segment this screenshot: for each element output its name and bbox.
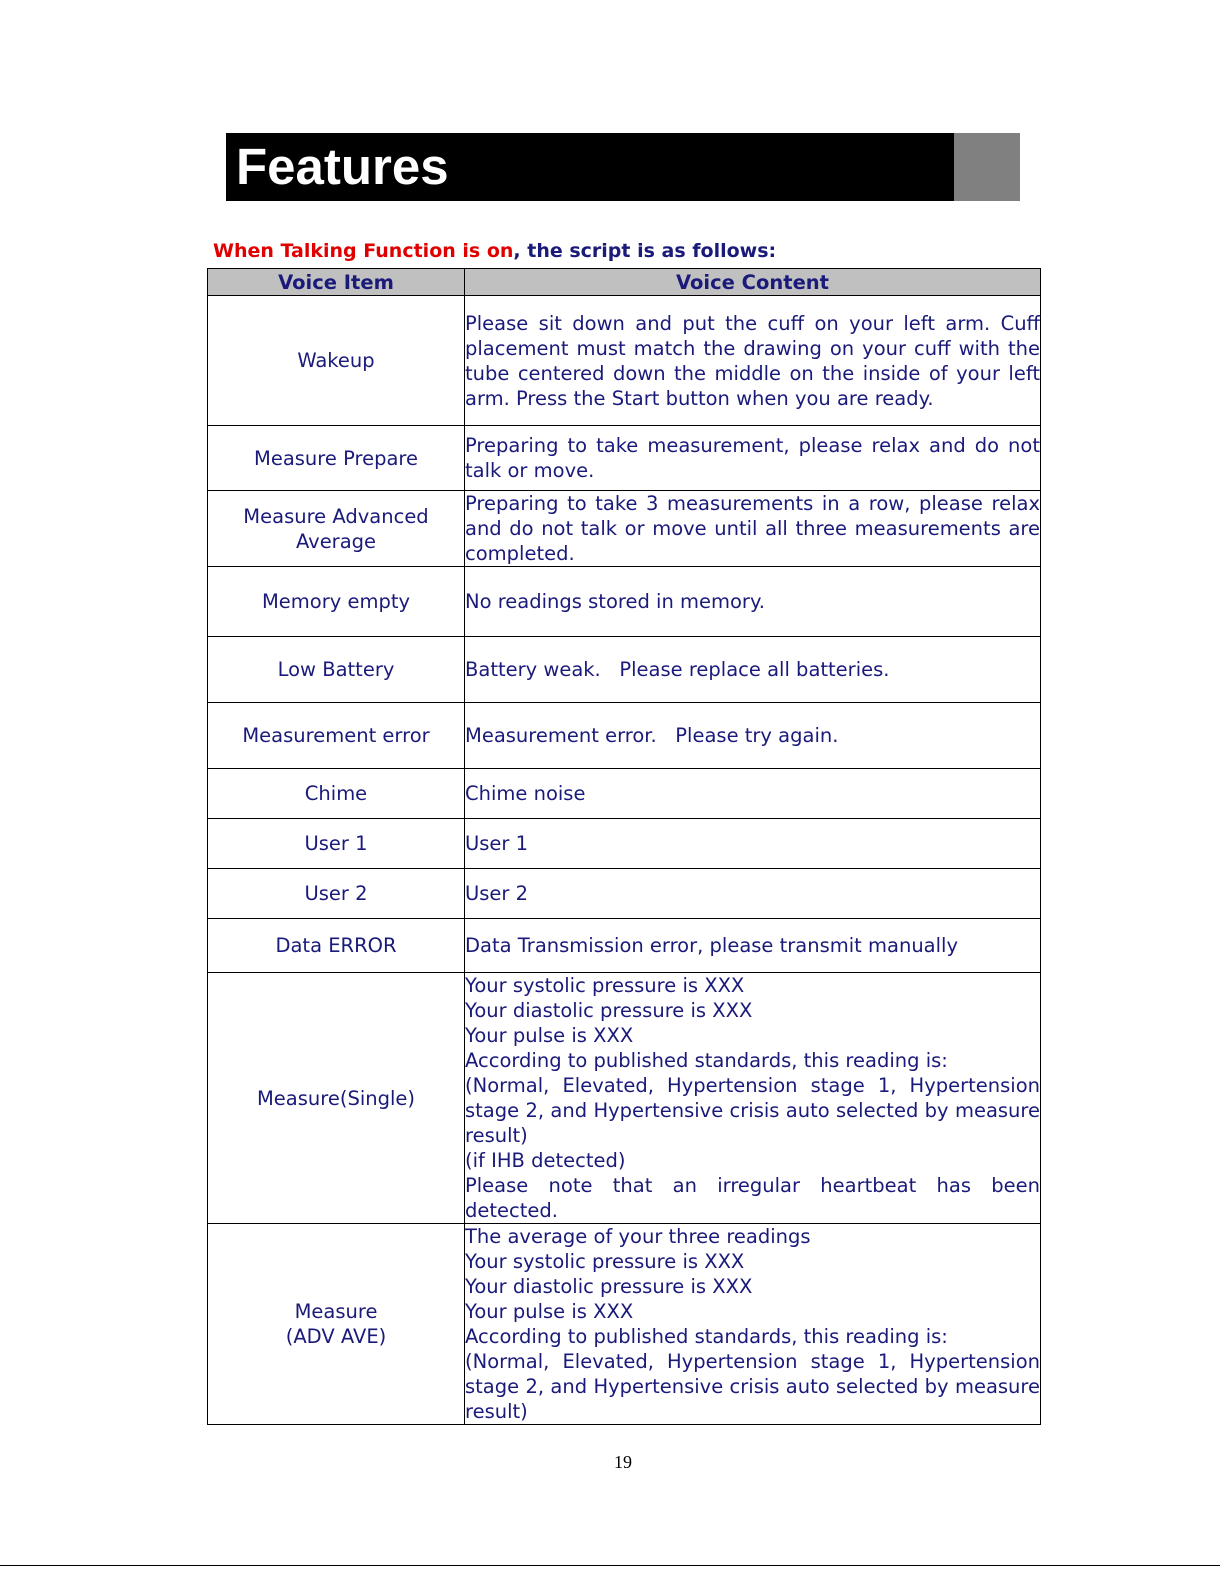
table-row [208, 919, 1041, 973]
content-line: Please note that an irregular heartbeat has been detected. [465, 1174, 1040, 1222]
voice-content-cell [465, 1224, 1041, 1425]
voice-script-table [207, 268, 1041, 1425]
bottom-divider [0, 1565, 1220, 1566]
section-title: Features [236, 138, 449, 195]
voice-item-cell [208, 1224, 465, 1425]
voice-content-cell: User 2 [465, 869, 1041, 919]
intro-highlight: When Talking Function is on [213, 240, 514, 262]
voice-item-line: (ADV AVE) [285, 1325, 387, 1348]
table-row [208, 869, 1041, 919]
table-row [208, 491, 1041, 567]
intro-rest: , the script is as follows: [513, 240, 777, 262]
table-row [208, 296, 1041, 426]
voice-content-cell: No readings stored in memory. [465, 567, 1041, 637]
content-line: (Normal, Elevated, Hypertension stage 1, Hypertension stage 2, and Hypertensive crisis auto selected by measure result) [465, 1074, 1040, 1147]
table-row [208, 703, 1041, 769]
voice-item-cell: Memory empty [208, 567, 465, 637]
banner-tab [954, 133, 1020, 201]
voice-content-cell: Data Transmission error, please transmit manually [465, 919, 1041, 973]
table-row [208, 973, 1041, 1224]
voice-item-cell: Data ERROR [208, 919, 465, 973]
content-line: Your systolic pressure is XXX [465, 1250, 745, 1273]
voice-item-cell: Measure Advanced Average [208, 491, 465, 567]
voice-content-cell: Chime noise [465, 769, 1041, 819]
table-row [208, 1224, 1041, 1425]
voice-item-cell: Low Battery [208, 637, 465, 703]
content-line: Your pulse is XXX [465, 1300, 634, 1323]
voice-item-cell: Wakeup [208, 296, 465, 426]
table-row [208, 426, 1041, 491]
voice-item-cell: User 1 [208, 819, 465, 869]
content-line: According to published standards, this reading is: [465, 1325, 948, 1348]
content-line: Your diastolic pressure is XXX [465, 999, 753, 1022]
voice-content-cell: User 1 [465, 819, 1041, 869]
voice-content-cell: Battery weak. Please replace all batteries. [465, 637, 1041, 703]
table-row [208, 819, 1041, 869]
content-line: (if IHB detected) [465, 1149, 626, 1172]
content-line: Your pulse is XXX [465, 1024, 634, 1047]
table-row [208, 567, 1041, 637]
column-header-voice-content: Voice Content [465, 269, 1041, 296]
section-banner [226, 133, 1020, 201]
voice-item-cell: User 2 [208, 869, 465, 919]
table-row [208, 637, 1041, 703]
voice-content-cell: Please sit down and put the cuff on your left arm. Cuff placement must match the drawing on your cuff with the tube centered down the middle on the inside of your left arm. Press the Start button when you are ready. [465, 296, 1041, 426]
voice-item-cell: Measure Prepare [208, 426, 465, 491]
intro-text [213, 239, 776, 263]
voice-item-cell: Chime [208, 769, 465, 819]
voice-item-cell: Measurement error [208, 703, 465, 769]
content-line: Your diastolic pressure is XXX [465, 1275, 753, 1298]
voice-content-cell: Measurement error. Please try again. [465, 703, 1041, 769]
voice-item-line: Measure [294, 1300, 378, 1323]
table-row [208, 769, 1041, 819]
voice-content-cell: Preparing to take measurement, please relax and do not talk or move. [465, 426, 1041, 491]
voice-content-cell [465, 973, 1041, 1224]
column-header-voice-item: Voice Item [208, 269, 465, 296]
content-line: According to published standards, this reading is: [465, 1049, 948, 1072]
table-header-row [208, 269, 1041, 296]
voice-content-cell: Preparing to take 3 measurements in a row, please relax and do not talk or move until all three measurements are completed. [465, 492, 1040, 565]
content-line: (Normal, Elevated, Hypertension stage 1, Hypertension stage 2, and Hypertensive crisis auto selected by measure result) [465, 1350, 1040, 1423]
page-number: 19 [614, 1452, 632, 1472]
content-line: The average of your three readings [465, 1225, 811, 1248]
voice-item-cell: Measure(Single) [208, 973, 465, 1224]
content-line: Your systolic pressure is XXX [465, 974, 745, 997]
